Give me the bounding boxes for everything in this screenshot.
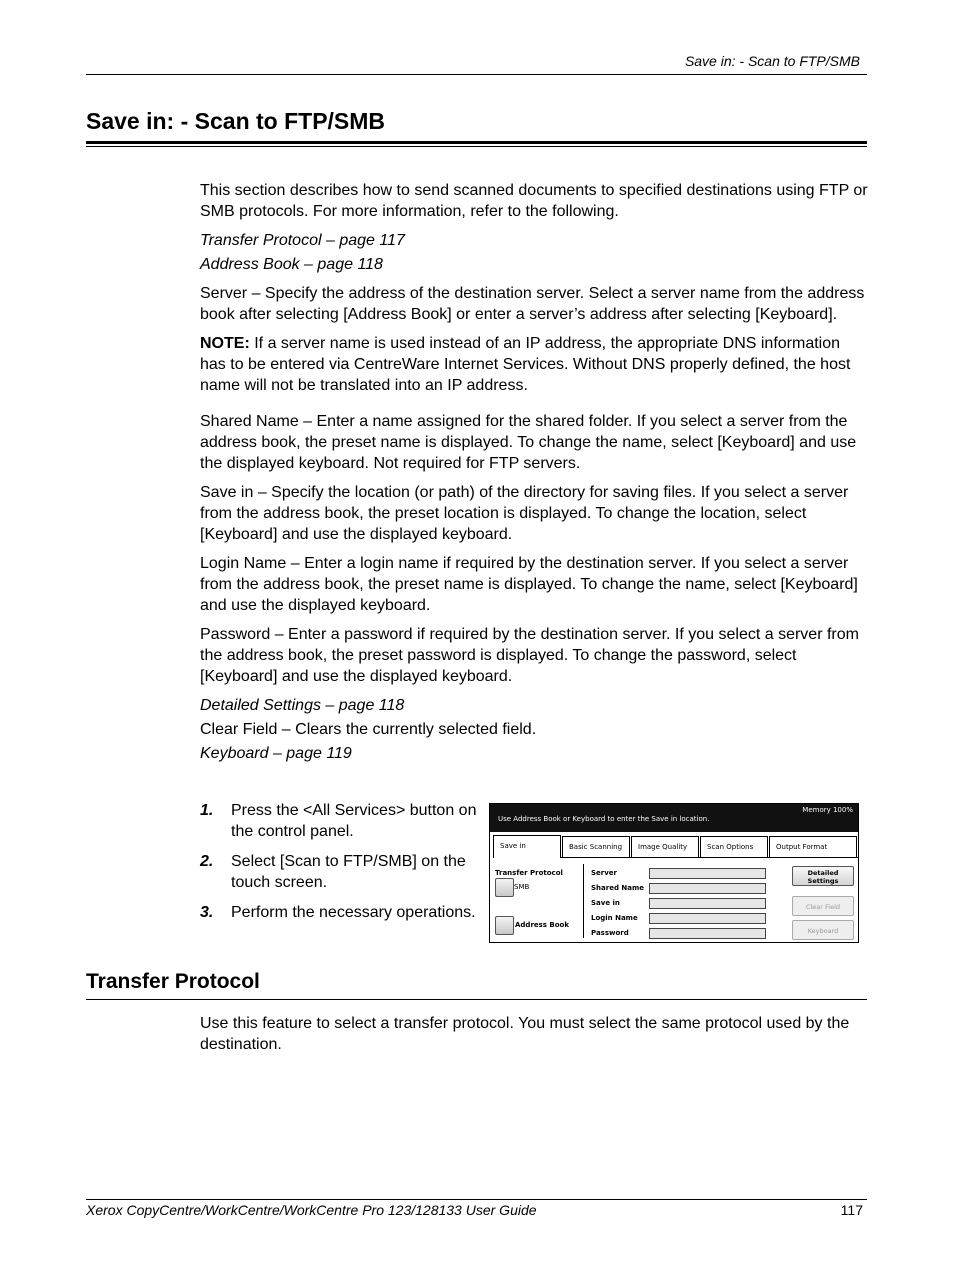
page-title: Save in: - Scan to FTP/SMB: [86, 108, 386, 134]
header-rule: [86, 74, 867, 75]
clear-field-paragraph: Clear Field – Clears the currently selected field.: [200, 721, 537, 738]
tab-image-quality[interactable]: Image Quality: [631, 836, 699, 857]
field-label-shared-name: Shared Name: [591, 884, 645, 892]
note-label: NOTE:: [200, 335, 250, 352]
note-paragraph: [200, 333, 868, 396]
field-label-server: Server: [591, 869, 618, 877]
note-text: If a server name is used instead of an IP address, the appropriate DNS information has to be entered via CentreWare Internet Services. Without DNS properly defined, the host name will not be translated into an IP address.: [200, 335, 851, 394]
step-list: [200, 800, 490, 932]
login-name-field[interactable]: [649, 913, 766, 924]
shared-name-field[interactable]: [649, 883, 766, 894]
step-text: Press the <All Services> button on the control panel.: [231, 802, 477, 840]
step-item: [200, 902, 490, 923]
step-text: Perform the necessary operations.: [231, 904, 476, 921]
tab-save-in[interactable]: Save in: [493, 835, 561, 858]
save-in-paragraph: Save in – Specify the location (or path) of the directory for saving files. If you select a server from the address book, the preset location is displayed. To change the location, select [Keyboard] and use the displayed keyboard.: [200, 484, 849, 543]
login-name-paragraph: Login Name – Enter a login name if required by the destination server. If you select a server from the address book, the preset name is displayed. To change the name, select [Keyboard] and use the displayed keyboard.: [200, 555, 858, 614]
step-item: [200, 800, 490, 842]
server-paragraph: Server – Specify the address of the destination server. Select a server name from the address book after selecting [Address Book] or enter a server’s address after selecting [Keyboard].: [200, 285, 865, 323]
screen-message-bar: [490, 804, 858, 832]
section-paragraph: Use this feature to select a transfer protocol. You must select the same protocol used by the destination.: [200, 1015, 850, 1053]
field-label-password: Password: [591, 929, 629, 937]
section-heading: Transfer Protocol: [86, 970, 260, 993]
tab-basic-scanning[interactable]: Basic Scanning: [562, 836, 630, 857]
password-field[interactable]: [649, 928, 766, 939]
address-book-button[interactable]: [495, 916, 514, 935]
running-header: Save in: - Scan to FTP/SMB: [684, 53, 860, 69]
section-rule: [86, 999, 867, 1000]
save-in-field[interactable]: [649, 898, 766, 909]
password-paragraph: Password – Enter a password if required by the destination server. If you select a server from the address book, the preset password is displayed. To change the password, select [Keyboard] and use the displayed keyboard.: [200, 626, 859, 685]
body-content: [200, 180, 868, 767]
tab-output-format[interactable]: Output Format: [769, 836, 857, 857]
step-number: 2.: [200, 853, 214, 870]
step-number: 3.: [200, 904, 214, 921]
memory-indicator: Memory 100%: [802, 806, 853, 814]
page-number: 117: [840, 1202, 863, 1218]
step-item: [200, 851, 490, 893]
touch-screen-illustration: [489, 803, 859, 943]
protocol-button[interactable]: [495, 878, 514, 897]
field-label-login-name: Login Name: [591, 914, 638, 922]
ref-transfer-protocol[interactable]: Transfer Protocol – page 117: [200, 232, 405, 249]
title-rule-thin: [86, 146, 867, 147]
protocol-value: SMB: [514, 883, 530, 891]
keyboard-button[interactable]: Keyboard: [792, 920, 854, 940]
ref-address-book[interactable]: Address Book – page 118: [200, 256, 383, 273]
screen-tabs: [490, 832, 858, 858]
address-book-label: Address Book: [515, 921, 570, 929]
step-text: Select [Scan to FTP/SMB] on the touch screen.: [231, 853, 466, 891]
screen-body: [490, 858, 858, 943]
shared-name-paragraph: Shared Name – Enter a name assigned for the shared folder. If you select a server from the address book, the preset name is displayed. To change the name, select [Keyboard] and use the displayed keyboard. Not required for FTP servers.: [200, 413, 857, 472]
transfer-protocol-label: Transfer Protocol: [495, 869, 563, 877]
step-number: 1.: [200, 802, 214, 819]
intro-paragraph: This section describes how to send scanned documents to specified destinations using FTP or SMB protocols. For more information, refer to the following.: [200, 182, 868, 220]
footer-guide-title: Xerox CopyCentre/WorkCentre/WorkCentre Pro 123/128133 User Guide: [86, 1202, 537, 1218]
server-field[interactable]: [649, 868, 766, 879]
clear-field-button[interactable]: Clear Field: [792, 896, 854, 916]
detailed-settings-button[interactable]: Detailed Settings: [792, 866, 854, 886]
ref-keyboard[interactable]: Keyboard – page 119: [200, 745, 352, 762]
title-rule-thick: [86, 141, 867, 144]
screen-message: Use Address Book or Keyboard to enter the Save in location.: [498, 815, 710, 823]
footer-rule: [86, 1199, 867, 1200]
field-label-save-in: Save in: [591, 899, 620, 907]
ref-detailed-settings[interactable]: Detailed Settings – page 118: [200, 697, 405, 714]
panel-divider: [583, 864, 584, 938]
tab-scan-options[interactable]: Scan Options: [700, 836, 768, 857]
